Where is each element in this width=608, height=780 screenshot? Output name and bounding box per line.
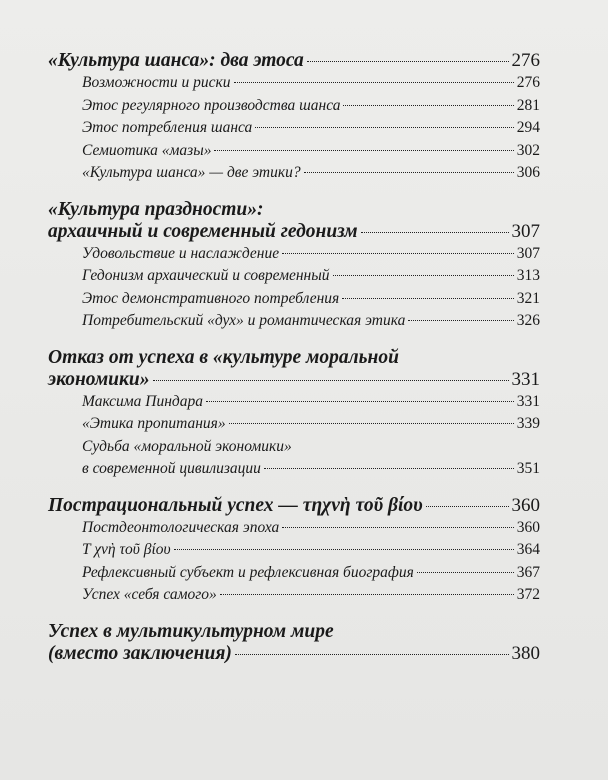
page-number: 313 [516, 267, 540, 284]
dot-leader [234, 82, 514, 83]
dot-leader [304, 172, 514, 173]
entry-title: Этос демонстративного потребления [82, 289, 340, 307]
page-number: 331 [511, 368, 540, 390]
dot-leader [235, 654, 509, 655]
toc-chapter[interactable] [48, 221, 540, 243]
dot-leader [214, 150, 513, 151]
toc-entry[interactable] [48, 243, 540, 266]
toc-chapter[interactable] [48, 495, 540, 517]
dot-leader [361, 232, 509, 233]
dot-leader [417, 572, 514, 573]
dot-leader [282, 527, 513, 528]
dot-leader [307, 61, 509, 62]
chapter-title-line[interactable]: Успех в мультикультурном мире [48, 620, 334, 642]
toc-entry[interactable] [48, 391, 540, 414]
dot-leader [264, 468, 514, 469]
page-number: 372 [516, 586, 540, 603]
entry-title: Удовольствие и наслаждение [82, 244, 280, 262]
dot-leader [342, 298, 513, 299]
dot-leader [282, 253, 514, 254]
page-number: 326 [516, 312, 540, 329]
toc-entry[interactable] [48, 288, 540, 311]
dot-leader [206, 401, 514, 402]
entry-title: Семиотика «мазы» [82, 141, 212, 159]
dot-leader [333, 275, 514, 276]
toc-entry[interactable] [48, 72, 540, 95]
toc-entry[interactable] [48, 413, 540, 436]
page-number: 302 [516, 141, 540, 159]
dot-leader [220, 594, 514, 595]
chapter-title: экономики» [48, 368, 150, 390]
toc-entry[interactable] [48, 562, 540, 585]
entry-title-line[interactable]: Судьба «моральной экономики» [82, 437, 292, 455]
page-number: 380 [511, 642, 540, 664]
page-number: 331 [516, 392, 540, 410]
toc-entry[interactable] [48, 162, 540, 185]
page-number: 360 [516, 518, 540, 536]
toc-entry[interactable] [48, 584, 540, 607]
entry-title: Этос регулярного производства шанса [82, 96, 341, 114]
chapter-title: архаичный и современный гедонизм [48, 220, 358, 242]
page-number: 351 [516, 460, 540, 477]
dot-leader [255, 127, 513, 128]
page-number: 360 [511, 494, 540, 516]
toc-chapter[interactable] [48, 50, 540, 72]
toc-entry[interactable] [48, 95, 540, 118]
toc-chapter[interactable] [48, 643, 540, 665]
page-number: 294 [516, 119, 540, 136]
page-number: 276 [516, 74, 540, 91]
page-number: 364 [516, 541, 540, 558]
entry-title: Потребительский «дух» и романтическая этика [82, 312, 406, 329]
dot-leader [153, 380, 509, 381]
entry-title: Возможности и риски [82, 74, 231, 91]
toc-entry[interactable] [48, 265, 540, 288]
page-number: 321 [516, 289, 540, 307]
entry-title: Гедонизм архаический и современный [82, 267, 330, 284]
chapter-title-line[interactable]: «Культура праздности»: [48, 198, 264, 220]
entry-title: Этос потребления шанса [82, 119, 253, 136]
entry-title: Τ χνὴ τοῦ βίου [82, 541, 171, 558]
toc-entry[interactable] [48, 458, 540, 481]
page-number: 281 [516, 96, 540, 114]
entry-title: «Культура шанса» — две этики? [82, 164, 301, 181]
entry-title: Постдеонтологическая эпоха [82, 518, 280, 536]
toc-entry[interactable] [48, 517, 540, 540]
dot-leader [426, 506, 509, 507]
page-number: 306 [516, 164, 540, 181]
table-of-contents [48, 50, 540, 665]
chapter-title: «Культура шанса»: два этоса [48, 50, 304, 71]
entry-title: «Этика пропитания» [82, 415, 226, 432]
entry-title: в современной цивилизации [82, 460, 261, 477]
toc-chapter[interactable] [48, 369, 540, 391]
page-number: 307 [511, 220, 540, 242]
dot-leader [408, 320, 513, 321]
dot-leader [174, 549, 514, 550]
dot-leader [343, 105, 513, 106]
toc-entry[interactable] [48, 117, 540, 140]
page-number: 276 [511, 50, 540, 71]
toc-entry[interactable] [48, 140, 540, 163]
entry-title: Успех «себя самого» [82, 586, 217, 603]
toc-entry[interactable] [48, 539, 540, 562]
toc-entry[interactable] [48, 310, 540, 333]
page-number: 339 [516, 415, 540, 432]
chapter-title: (вместо заключения) [48, 642, 232, 664]
page-number: 367 [516, 563, 540, 581]
entry-title: Максима Пиндара [82, 392, 203, 410]
chapter-title-line[interactable]: Отказ от успеха в «культуре моральной [48, 346, 399, 368]
dot-leader [229, 423, 514, 424]
page-number: 307 [516, 244, 540, 262]
entry-title: Рефлексивный субъект и рефлексивная биография [82, 563, 414, 581]
chapter-title: Пострациональный успех — τηχνὴ τοῦ βίου [48, 494, 423, 516]
